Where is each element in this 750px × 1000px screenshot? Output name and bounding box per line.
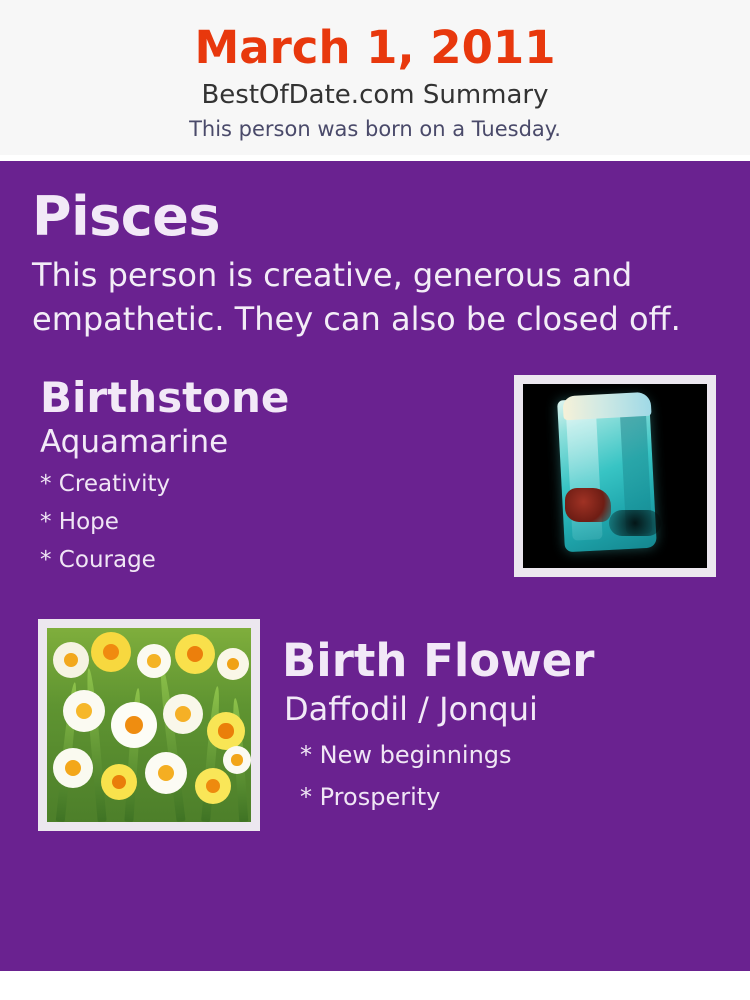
aquamarine-crystal-photo <box>523 384 707 568</box>
crystal-inclusion <box>565 488 611 522</box>
birth-flower-name: Daffodil / Jonqui <box>284 690 538 728</box>
birth-flower-section <box>32 619 718 834</box>
page-title: March 1, 2011 <box>194 21 556 74</box>
birth-flower-trait: * Prosperity <box>300 783 441 811</box>
site-summary-label: BestOfDate.com Summary <box>201 80 549 110</box>
birthstone-trait: * Creativity <box>40 471 171 497</box>
daffodil-bloom <box>111 702 157 748</box>
zodiac-sign-title: Pisces <box>32 185 221 248</box>
daffodil-bloom <box>175 634 215 674</box>
daffodil-bloom <box>145 752 187 794</box>
birthstone-name: Aquamarine <box>40 424 229 460</box>
daffodil-bloom <box>63 690 105 732</box>
birth-flower-title: Birth Flower <box>282 634 595 687</box>
birthstone-title: Birthstone <box>40 373 290 422</box>
crystal-top-facet <box>562 392 651 421</box>
daffodil-bloom <box>195 768 231 804</box>
details-panel <box>0 161 750 971</box>
daffodil-bloom <box>53 642 89 678</box>
daffodil-bloom <box>163 694 203 734</box>
daffodil-bloom <box>223 746 251 774</box>
daffodil-bloom <box>137 644 171 678</box>
birth-day-note: This person was born on a Tuesday. <box>189 117 561 141</box>
birthstone-section <box>32 373 718 603</box>
daffodil-bloom <box>53 748 93 788</box>
birthstone-trait: * Hope <box>40 509 119 535</box>
birth-flower-trait: * New beginnings <box>300 741 512 769</box>
birth-flower-image-frame <box>38 619 260 831</box>
daffodil-bloom <box>217 648 249 680</box>
zodiac-description: This person is creative, generous and empathetic. They can also be closed off. <box>32 256 681 338</box>
crystal-dark-spot <box>609 510 661 536</box>
daffodil-bloom <box>91 632 131 672</box>
leaf-icon <box>157 664 185 822</box>
daffodil-bloom <box>207 712 245 750</box>
birthstone-text <box>32 373 472 577</box>
birthstone-image-frame <box>514 375 716 577</box>
daffodil-field-photo <box>47 628 251 822</box>
birth-flower-text <box>282 619 718 815</box>
page-header <box>0 0 750 155</box>
birthstone-trait: * Courage <box>40 547 156 573</box>
daffodil-bloom <box>101 764 137 800</box>
